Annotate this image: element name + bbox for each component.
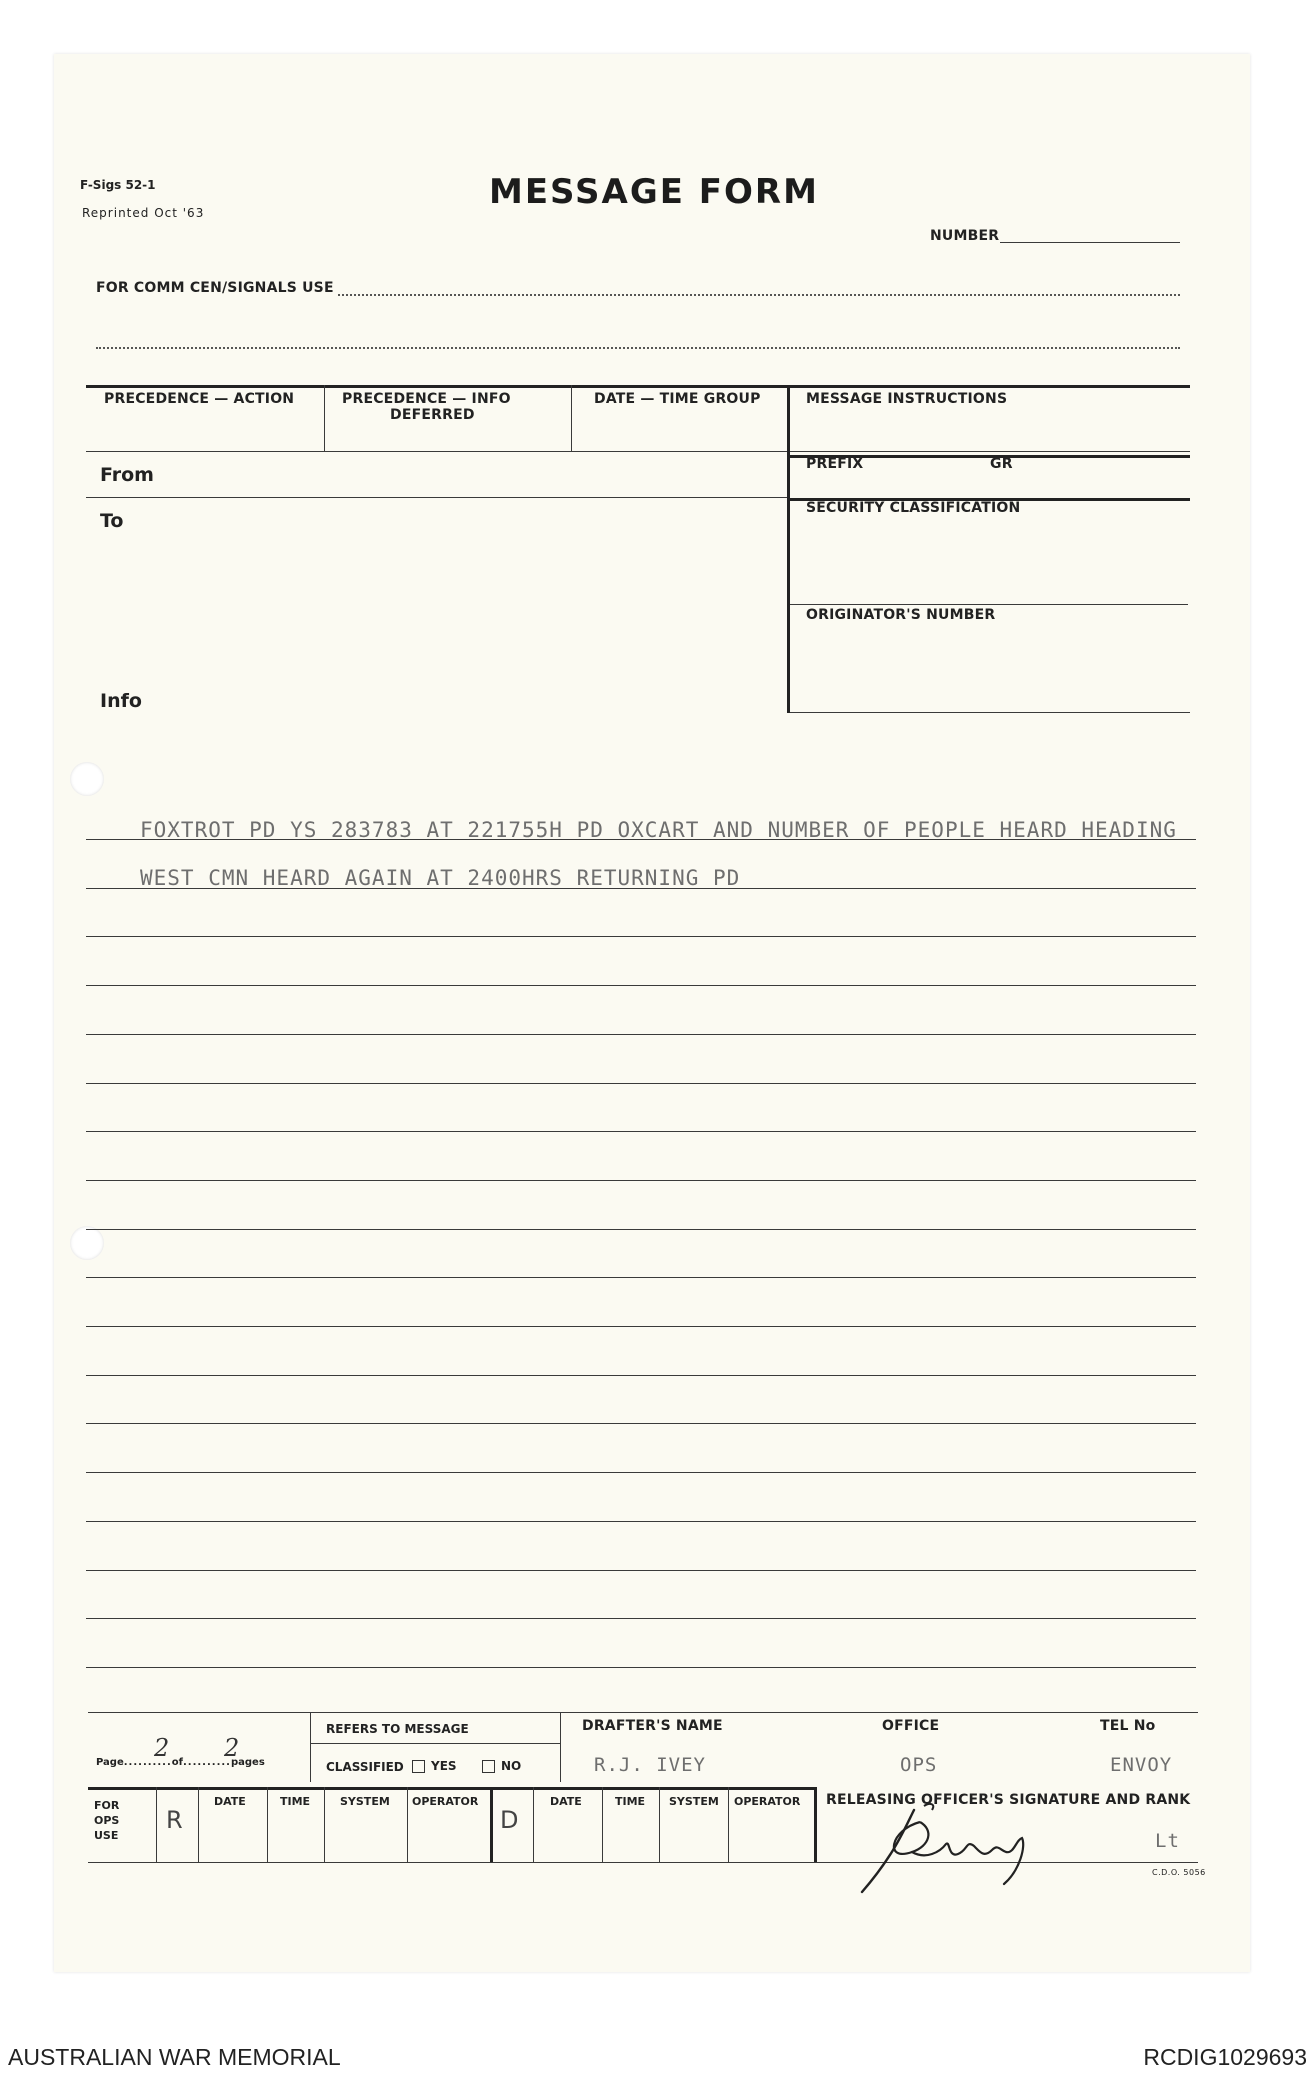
releasing-officer-label: RELEASING OFFICER'S SIGNATURE AND RANK [826,1792,1191,1808]
message-ruled-line [86,1472,1196,1473]
page-label-row: Page..........of..........pages [96,1757,265,1768]
ops-vline-1 [156,1787,157,1862]
message-ruled-line [86,1277,1196,1278]
grid-vline-1 [324,385,325,451]
originator-rule [788,712,1190,713]
deferred-label: DEFERRED [390,407,475,423]
grid-vline-2 [571,385,572,451]
office-label: OFFICE [882,1718,940,1734]
page-total-handwritten: 2 [224,1734,240,1762]
ops-operator-label-2: OPERATOR [734,1795,801,1808]
grid-rule-2 [86,451,1190,452]
from-label: From [100,464,154,486]
prefix-label: PREFIX [806,456,864,472]
classified-no[interactable] [482,1759,521,1773]
grid-vline-3 [787,385,790,713]
ops-vline-7 [533,1787,534,1862]
punch-hole-top [70,762,104,796]
ops-vline-9 [659,1787,660,1862]
page-title: MESSAGE FORM [489,172,819,212]
ops-vline-6 [490,1787,493,1862]
ops-vline-3 [267,1787,268,1862]
precedence-info-label: PRECEDENCE — INFO [342,391,511,407]
message-ruled-line [86,1521,1196,1522]
security-rule [788,604,1188,605]
office-value: OPS [900,1754,938,1776]
number-field[interactable] [1000,242,1180,243]
officer-rank: Lt [1155,1830,1180,1852]
from-rule [86,497,788,498]
page-number-handwritten: 2 [154,1734,170,1762]
message-ruled-line [86,1229,1196,1230]
form-code: F-Sigs 52-1 [80,178,156,192]
message-ruled-line [86,1326,1196,1327]
ops-date-label-1: DATE [214,1795,246,1808]
ops-system-label-1: SYSTEM [340,1795,390,1808]
precedence-action-label: PRECEDENCE — ACTION [104,391,295,407]
tel-label: TEL No [1100,1718,1156,1734]
ops-time-label-1: TIME [280,1795,311,1808]
gr-label: GR [990,456,1013,472]
dtg-label: DATE — TIME GROUP [594,391,761,407]
security-label: SECURITY CLASSIFICATION [806,500,1021,516]
refers-vline [310,1712,311,1782]
of-label: of [171,1757,183,1768]
message-ruled-line [86,1618,1196,1619]
ops-vline-10 [728,1787,729,1862]
reprint-date: Reprinted Oct '63 [82,206,205,220]
ops-system-label-2: SYSTEM [669,1795,719,1808]
message-line-1: FOXTROT PD YS 283783 AT 221755H PD OXCART AND NUMBER OF PEOPLE HEARD HEADING [140,818,1177,842]
message-ruled-line [86,839,1196,840]
to-label: To [100,510,124,532]
message-ruled-line [86,888,1196,889]
page-label: Page [96,1757,124,1768]
for-ops-use-line-3: USE [94,1829,119,1842]
footer-left-credit: AUSTRALIAN WAR MEMORIAL [8,2044,341,2070]
message-ruled-line [86,1667,1196,1668]
message-ruled-line [86,1375,1196,1376]
cdo-code: C.D.O. 5056 [1152,1868,1206,1877]
for-ops-use-line-1: FOR [94,1799,120,1812]
yes-label: YES [431,1759,457,1773]
signature-image [854,1800,1074,1900]
message-ruled-line [86,1423,1196,1424]
ops-vline-4 [324,1787,325,1862]
ops-operator-label-1: OPERATOR [412,1795,479,1808]
punch-hole-bottom [70,1226,104,1260]
grid-top-rule [86,385,1190,388]
no-checkbox[interactable] [482,1760,495,1773]
refers-to-label: REFERS TO MESSAGE [326,1722,469,1736]
message-ruled-line [86,1180,1196,1181]
bottom-top-rule [88,1712,1198,1713]
originator-label: ORIGINATOR'S NUMBER [806,607,996,623]
comm-cen-field[interactable] [338,294,1180,296]
message-ruled-line [86,936,1196,937]
message-line-2: WEST CMN HEARD AGAIN AT 2400HRS RETURNING PD [140,866,741,890]
for-ops-use-label [94,1798,119,1843]
ops-date-label-2: DATE [550,1795,582,1808]
message-ruled-line [86,1034,1196,1035]
message-form-sheet [54,54,1250,1972]
classified-yes[interactable] [412,1759,457,1773]
tel-value: ENVOY [1110,1754,1173,1776]
drafters-name-label: DRAFTER'S NAME [582,1718,723,1734]
for-ops-use-line-2: OPS [94,1814,120,1827]
message-ruled-line [86,1131,1196,1132]
pages-label: pages [230,1757,265,1768]
drafters-name: R.J. IVEY [594,1754,706,1776]
message-instructions-label: MESSAGE INSTRUCTIONS [806,391,1008,407]
refers-rule [310,1743,560,1744]
yes-checkbox[interactable] [412,1760,425,1773]
drafter-vline [560,1712,561,1782]
info-label: Info [100,690,142,712]
ops-time-label-2: TIME [615,1795,646,1808]
comm-cen-field-2[interactable] [96,347,1180,349]
d-box-label: D [500,1806,519,1834]
ops-vline-8 [602,1787,603,1862]
message-ruled-line [86,985,1196,986]
number-label: NUMBER [930,228,1000,244]
comm-cen-label: FOR COMM CEN/SIGNALS USE [96,280,334,296]
no-label: NO [501,1759,522,1773]
message-ruled-line [86,1083,1196,1084]
ops-vline-2 [198,1787,199,1862]
footer-right-id: RCDIG1029693 [1143,2044,1307,2070]
ops-vline-11 [814,1787,817,1862]
r-box-label: R [166,1806,183,1834]
classified-label: CLASSIFIED [326,1760,404,1774]
message-ruled-line [86,1570,1196,1571]
ops-vline-5 [407,1787,408,1862]
